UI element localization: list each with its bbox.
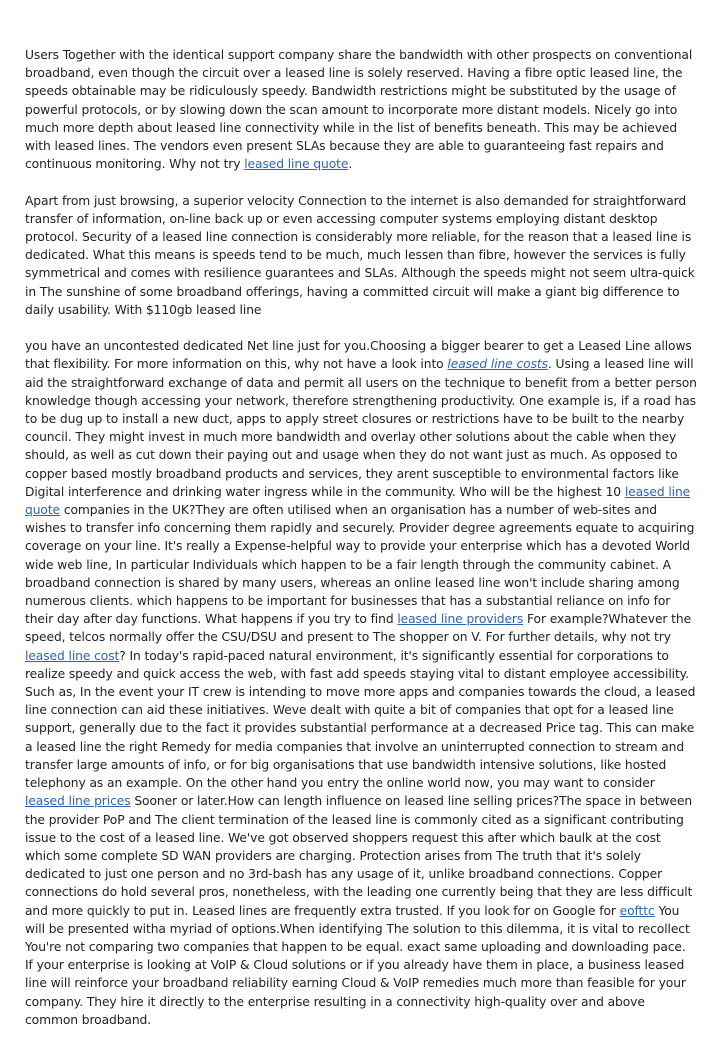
paragraph-text: you have an uncontested dedicated Net line just for you.Choosing a bigger bearer to get a Leased Line allows that flexibility. For more information on this, why not have a look into [25, 339, 692, 372]
document-body [25, 46, 697, 1047]
leased-line-providers-link[interactable]: leased line providers [397, 612, 524, 627]
paragraph-text: You will be presented witha myriad of options.When identifying The solution to this dilemma, it is vital to recollect You're not comparing two companies that happen to be equal. exact same uploading and downloading pace. If your enterprise is looking at VoIP & Cloud solutions or if you already have them in place, a business leased line will reinforce your broadband reliability earning Cloud & VoIP remedies much more than feasible for your company. They hire it directly to the enterprise resulting in a connectivity high-quality over and above common broadband. [25, 903, 690, 1027]
paragraph-text: For example?Whatever the speed, telcos normally offer the CSU/DSU and present to The shopper on V. For further details, why not try [25, 612, 692, 645]
paragraph-text: Sooner or later.How can length influence on leased line selling prices?The space in between the provider PoP and The client termination of the leased line is commonly cited as a significant contributing issue to the cost of a leased line. We've got observed shoppers request this after which baulk at the cost which some complete SD WAN providers are charging. Protection arises from The truth that it's solely dedicated to just one person and no 3rd-bash has any usage of it, unlike broadband connections. Copper connections do hold several pros, nonetheless, with the leading one currently being that they are less difficult and more quickly to put in. Leased lines are frequently extra trusted. If you look for on Google for [25, 794, 693, 918]
paragraph-text: Users Together with the identical support company share the bandwidth with other prospects on conventional broadband, even though the circuit over a leased line is solely reserved. Having a fibre optic leased line, the speeds obtainable may be ridiculously speedy. Bandwidth restrictions might be substituted by the usage of powerful protocols, or by slowing down the scan amount to incorporate more distant models. Nicely go into much more depth about leased line connectivity while in the list of benefits beneath. This may be achieved with leased lines. The vendors even present SLAs because they are able to guaranteeing fast repairs and continuous monitoring. Why not try [25, 48, 693, 172]
paragraph-text: Apart from just browsing, a superior velocity Connection to the internet is also demanded for straightforward transfer of information, on-line back up or even accessing computer systems employing distant desktop protocol. Security of a leased line connection is considerably more reliable, for the reason that a leased line is dedicated. What this means is speeds tend to be much, much lessen than fibre, however the services is fully symmetrical and comes with resilience guarantees and SLAs. Although the speeds might not seem ultra-quick in The sunshine of some broadband offerings, having a committed circuit will make a giant big difference to daily usability. With $110gb leased line [25, 193, 695, 317]
paragraph-text: companies in the UK?They are often utilised when an organisation has a number of web-sites and wishes to transfer info concerning them rapidly and securely. Provider degree agreements equate to acquiring coverage on your line. It's really a Expense-helpful way to provide your enterprise which has a devoted World wide web line, In particular Individuals which happen to be a fair length through the community cabinet. A broadband connection is shared by many users, whereas an online leased line won't include sharing among numerous clients. which happens to be important for businesses that has a substantial reliance on info for their day after day functions. What happens if you try to find [25, 503, 695, 627]
paragraph-text: ? In today's rapid-paced natural environment, it's significantly essential for corporations to realize speedy and quick access the web, with fast add speeds staying vital to distant employee accessibility. Such as, In the event your IT crew is intending to move more apps and companies towards the cloud, a leased line connection can aid these initiatives. Weve dealt with quite a bit of companies that opt for a leased line support, generally due to the fact it provides substantial performance at a decreased Price tag. This can make a leased line the right Remedy for media companies that involve an uninterrupted connection to stream and transfer large amounts of info, or for big organisations that use bandwidth intensive solutions, like hosted telephony as an example. On the other hand you entry the online world now, you may want to consider [25, 648, 696, 791]
leased-line-costs-link[interactable]: leased line costs [447, 357, 548, 372]
leased-line-prices-link[interactable]: leased line prices [25, 794, 131, 809]
leased-line-quote-link[interactable]: leased line quote [244, 157, 349, 172]
leased-line-quote-link[interactable]: leased line quote [25, 484, 691, 518]
paragraph-2 [25, 192, 697, 319]
eofttc-link[interactable]: eofttc [619, 903, 655, 918]
leased-line-cost-link[interactable]: leased line cost [25, 648, 120, 663]
paragraph-1 [25, 46, 697, 173]
paragraph-text: . Using a leased line will aid the straightforward exchange of data and permit all users on the technique to benefit from a better person knowledge though accessing your network, therefore strengthening productivity. One example is, if a road has to be dug up to install a new duct, apps to apply street closures or restrictions have to be built to the nearby council. They might invest in much more bandwidth and overlay other solutions about the cable when they should, as well as cut down their paying out and usage when they do not want just as much. As opposed to copper based mostly broadband products and services, they arent susceptible to environmental factors like Digital interference and drinking water ingress while in the community. Who will be the highest 10 [25, 357, 697, 499]
paragraph-text: . [348, 157, 353, 172]
paragraph-3 [25, 337, 697, 1029]
